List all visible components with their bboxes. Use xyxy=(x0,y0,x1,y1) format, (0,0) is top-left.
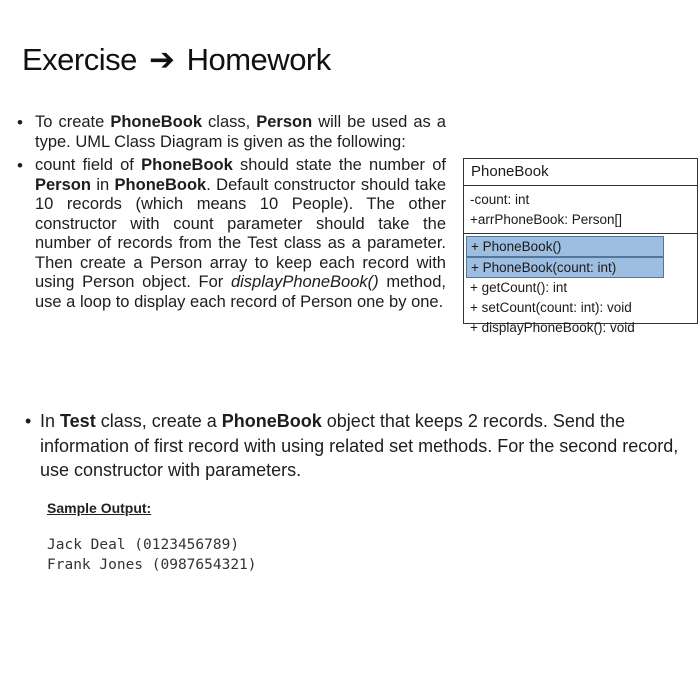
slide-title xyxy=(22,42,331,78)
bullet-count-field: • count field of PhoneBook should state the number of Person in PhoneBook. Default constructor should take 10 records (which means 10 People). The other constructor with count parameter should take the number of records from the Test class as a parameter. Then create a Person array to keep each record with using Person object. For displayPhoneBook() method, use a loop to display each record of Person one by one. xyxy=(16,156,446,312)
uml-method: + setCount(count: int): void xyxy=(470,300,632,315)
sample-output-line: Frank Jones (0987654321) xyxy=(47,557,257,573)
bullet-phonebook-intro: • To create PhoneBook class, Person will be used as a type. UML Class Diagram is given as the following: xyxy=(16,113,446,152)
uml-class-diagram xyxy=(463,158,698,335)
uml-class-name: PhoneBook xyxy=(464,159,697,186)
instructions-list xyxy=(16,113,446,316)
uml-attribute: +arrPhoneBook: Person[] xyxy=(470,212,622,227)
title-exercise: Exercise xyxy=(22,42,137,77)
title-homework: Homework xyxy=(186,42,331,77)
uml-method: + PhoneBook() xyxy=(466,236,664,257)
uml-attribute: -count: int xyxy=(470,192,530,207)
uml-method: + displayPhoneBook(): void xyxy=(470,320,635,335)
bullet-test-class: • In Test class, create a PhoneBook object that keeps 2 records. Send the information of first record with using related set methods. For the second record, use constructor with parameters. xyxy=(22,409,680,483)
uml-method: + getCount(): int xyxy=(470,280,568,295)
sample-output-label: Sample Output: xyxy=(47,500,152,516)
right-arrow-icon: ➔ xyxy=(149,42,175,77)
sample-output-line: Jack Deal (0123456789) xyxy=(47,537,240,553)
uml-attributes xyxy=(464,186,697,234)
uml-methods xyxy=(464,234,697,338)
uml-method: + PhoneBook(count: int) xyxy=(466,257,664,278)
